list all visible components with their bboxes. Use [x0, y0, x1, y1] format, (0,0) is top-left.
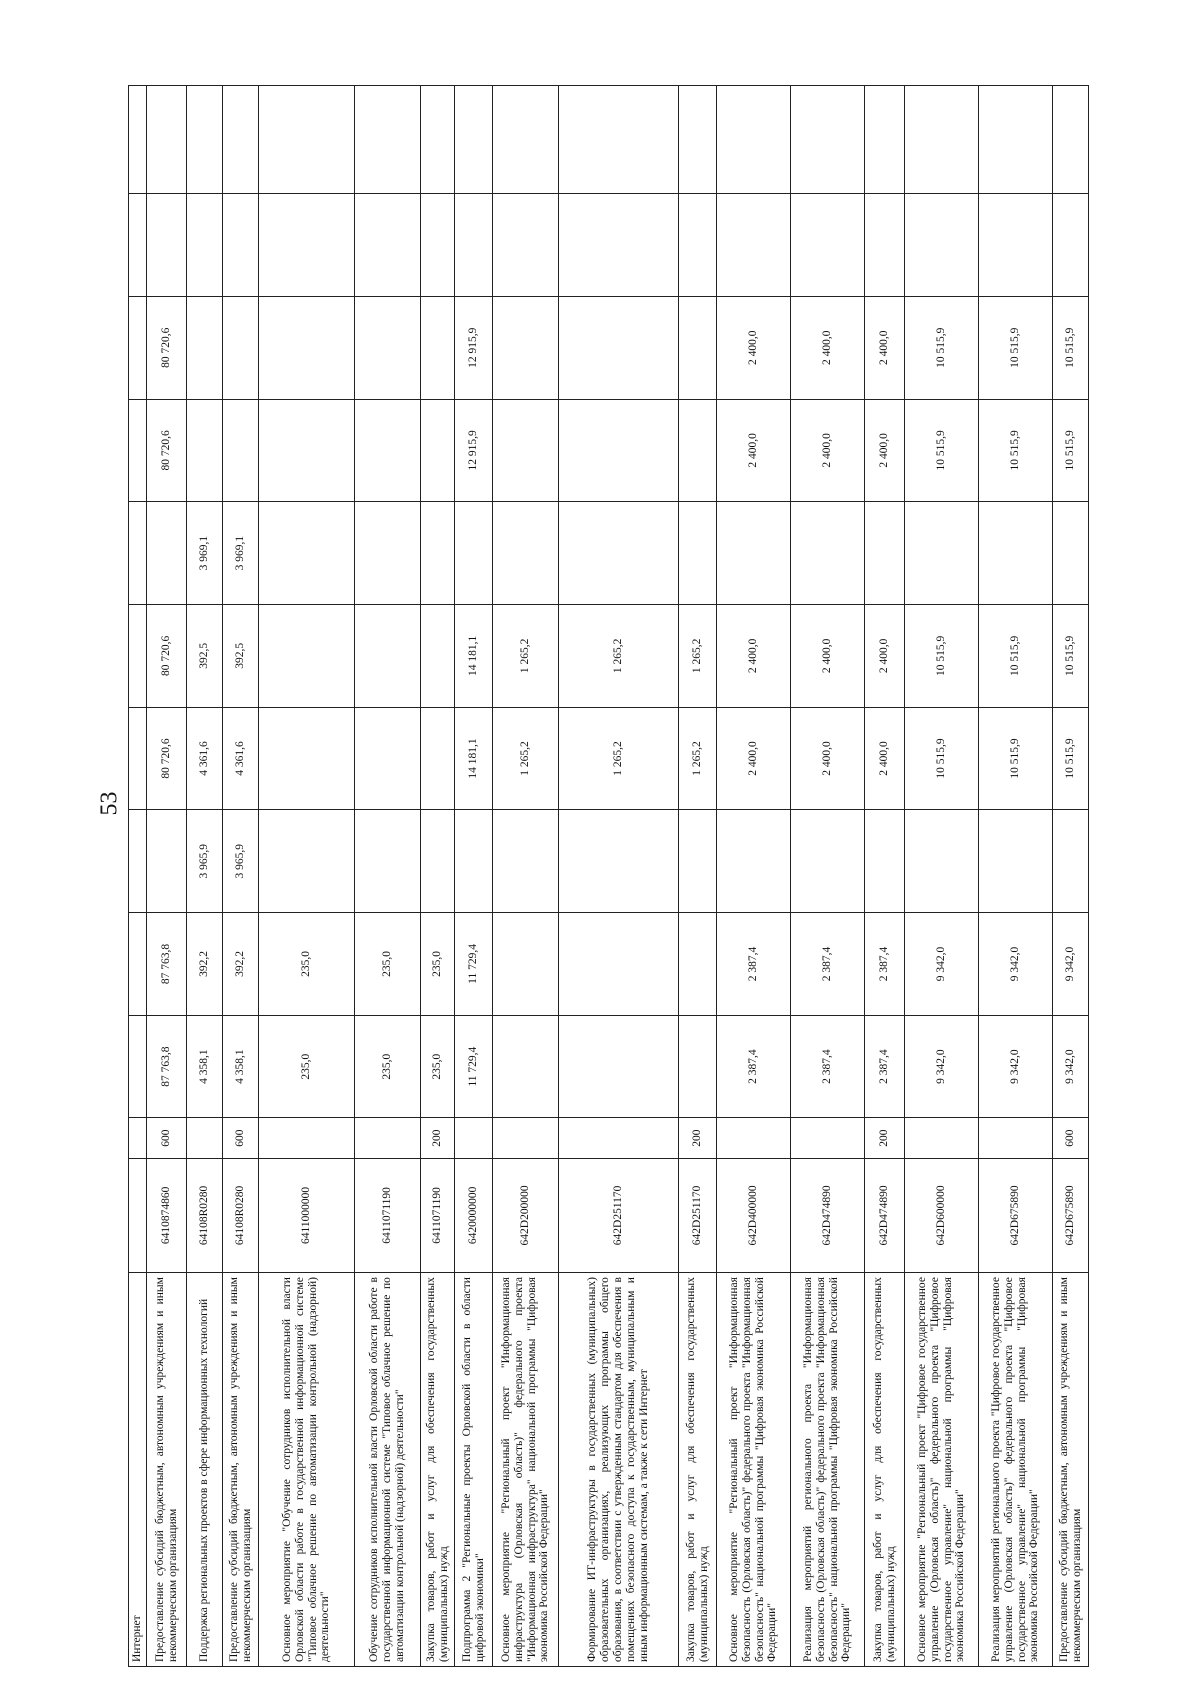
row-value: [147, 810, 187, 913]
row-value: 10 515,9: [979, 296, 1053, 399]
row-name: Закупка товаров, работ и услуг для обеспечения государственных (муниципальных) нужд: [679, 1273, 717, 1667]
row-value: 4 361,6: [223, 707, 259, 810]
row-code: 64108R0280: [223, 1158, 259, 1272]
row-value: [559, 399, 679, 502]
row-value: [979, 502, 1053, 605]
row-value: 10 515,9: [1053, 604, 1089, 707]
row-value: [717, 86, 791, 194]
row-value: [421, 86, 455, 194]
row-value: 4 358,1: [187, 1015, 223, 1118]
table-row: [147, 86, 187, 1667]
table-row: [355, 86, 421, 1667]
row-value: [493, 194, 559, 297]
row-code: 642D675890: [979, 1158, 1053, 1272]
row-value: [679, 296, 717, 399]
row-value: [421, 296, 455, 399]
row-value: 10 515,9: [905, 604, 979, 707]
row-value: 9 342,0: [979, 913, 1053, 1016]
row-value: [129, 913, 147, 1016]
table-row: [187, 86, 223, 1667]
row-name: Подпрограмма 2 "Региональные проекты Орловской области в области цифровой экономики": [455, 1273, 493, 1667]
table-row: [865, 86, 905, 1667]
row-value: 2 400,0: [791, 296, 865, 399]
table-row: [791, 86, 865, 1667]
row-name: Предоставление субсидий бюджетным, автономным учреждениям и иным некоммерческим организациям: [223, 1273, 259, 1667]
row-value: 2 387,4: [717, 913, 791, 1016]
row-value: 4 358,1: [223, 1015, 259, 1118]
row-value: 10 515,9: [905, 707, 979, 810]
row-value: [493, 810, 559, 913]
row-value: [129, 707, 147, 810]
row-value: [679, 86, 717, 194]
row-value: 87 763,8: [147, 1015, 187, 1118]
row-value: [717, 502, 791, 605]
row-kvr: [717, 1118, 791, 1158]
row-value: 10 515,9: [1053, 399, 1089, 502]
rotated-table-wrapper: [128, 85, 1083, 1667]
row-kvr: [129, 1118, 147, 1158]
row-code: 6411000000: [259, 1158, 355, 1272]
row-value: [129, 399, 147, 502]
row-value: [559, 194, 679, 297]
row-value: 2 387,4: [865, 913, 905, 1016]
row-value: 2 387,4: [717, 1015, 791, 1118]
row-value: [355, 604, 421, 707]
row-name: Основное мероприятие "Региональный проект "Информационная инфраструктура (Орловская область)" федерального проекта "Информационная инфраструктура" национальной программы "Цифровая экономика Российской Федерации": [493, 1273, 559, 1667]
row-value: 1 265,2: [559, 707, 679, 810]
row-value: [421, 194, 455, 297]
row-value: [129, 296, 147, 399]
row-value: [559, 502, 679, 605]
row-value: 9 342,0: [1053, 1015, 1089, 1118]
row-value: 10 515,9: [979, 604, 1053, 707]
row-value: 11 729,4: [455, 913, 493, 1016]
table-row: [223, 86, 259, 1667]
row-value: [559, 913, 679, 1016]
row-kvr: 200: [865, 1118, 905, 1158]
row-value: 2 400,0: [717, 707, 791, 810]
row-value: [679, 1015, 717, 1118]
row-name: Предоставление субсидий бюджетным, автономным учреждениям и иным некоммерческим организациям: [147, 1273, 187, 1667]
row-value: 10 515,9: [1053, 707, 1089, 810]
table-row: [559, 86, 679, 1667]
row-value: [865, 194, 905, 297]
row-value: [717, 194, 791, 297]
row-name: Закупка товаров, работ и услуг для обеспечения государственных (муниципальных) нужд: [865, 1273, 905, 1667]
row-value: [493, 296, 559, 399]
row-code: 642D251170: [679, 1158, 717, 1272]
row-code: 6411071190: [355, 1158, 421, 1272]
row-value: [421, 399, 455, 502]
row-value: [1053, 86, 1089, 194]
row-value: 3 969,1: [223, 502, 259, 605]
table-body: [129, 86, 1089, 1667]
row-value: [223, 399, 259, 502]
row-value: 2 400,0: [865, 604, 905, 707]
row-value: 2 400,0: [717, 604, 791, 707]
row-code: 6410874860: [147, 1158, 187, 1272]
row-value: [791, 810, 865, 913]
row-kvr: [979, 1118, 1053, 1158]
row-code: 642D474890: [791, 1158, 865, 1272]
row-value: 3 965,9: [223, 810, 259, 913]
row-value: [493, 86, 559, 194]
row-value: [259, 810, 355, 913]
row-value: [455, 86, 493, 194]
row-name: Основное мероприятие "Обучение сотрудников исполнительной власти Орловской области работе в государственной информационной системе "Типовое облачное решение по автоматизации контрольной (надзорной) деятельности": [259, 1273, 355, 1667]
row-value: [355, 86, 421, 194]
row-value: 3 969,1: [187, 502, 223, 605]
budget-table: [128, 85, 1089, 1667]
row-value: 80 720,6: [147, 399, 187, 502]
row-value: 80 720,6: [147, 707, 187, 810]
row-value: 2 400,0: [717, 399, 791, 502]
row-value: [421, 810, 455, 913]
row-kvr: 200: [421, 1118, 455, 1158]
row-value: 392,2: [223, 913, 259, 1016]
row-value: [259, 502, 355, 605]
row-value: [493, 502, 559, 605]
table-row: [421, 86, 455, 1667]
row-code: [129, 1158, 147, 1272]
row-name: Формирование ИТ-инфраструктуры в государственных (муниципальных) образовательных организациях, реализующих программы общего образования, в соответствии с утвержденным стандартом для обеспечения в помещениях безопасного доступа к государственным, муниципальным и иным информационным системам, а также к сети Интернет: [559, 1273, 679, 1667]
row-value: 235,0: [355, 913, 421, 1016]
row-value: [559, 810, 679, 913]
row-value: 9 342,0: [905, 913, 979, 1016]
row-value: 10 515,9: [905, 399, 979, 502]
row-value: 2 400,0: [791, 399, 865, 502]
row-value: 12 915,9: [455, 399, 493, 502]
row-value: [187, 194, 223, 297]
row-name: Закупка товаров, работ и услуг для обеспечения государственных (муниципальных) нужд: [421, 1273, 455, 1667]
row-value: [791, 86, 865, 194]
row-kvr: [493, 1118, 559, 1158]
table-row: [679, 86, 717, 1667]
row-name: Основное мероприятие "Региональный проект "Цифровое государственное управление (Орловская область)" федерального проекта "Цифровое государственное управление" национальной программы "Цифровая экономика Российской Федерации": [905, 1273, 979, 1667]
row-value: [455, 502, 493, 605]
row-value: [979, 810, 1053, 913]
row-value: 1 265,2: [679, 604, 717, 707]
row-code: 6411071190: [421, 1158, 455, 1272]
row-value: [559, 86, 679, 194]
row-value: [679, 194, 717, 297]
row-value: 10 515,9: [1053, 296, 1089, 399]
row-value: 1 265,2: [493, 604, 559, 707]
row-name: Обучение сотрудников исполнительной власти Орловской области работе в государственной информационной системе "Типовое облачное решение по автоматизации контрольной (надзорной) деятельности": [355, 1273, 421, 1667]
row-value: [865, 502, 905, 605]
row-value: 2 387,4: [865, 1015, 905, 1118]
table-row: [493, 86, 559, 1667]
row-value: [223, 194, 259, 297]
row-value: 87 763,8: [147, 913, 187, 1016]
row-value: [355, 194, 421, 297]
table-row: [979, 86, 1053, 1667]
row-value: [979, 194, 1053, 297]
table-row: [129, 86, 147, 1667]
row-value: [259, 707, 355, 810]
row-value: 392,5: [223, 604, 259, 707]
row-kvr: [187, 1118, 223, 1158]
row-value: 10 515,9: [979, 707, 1053, 810]
row-value: [147, 194, 187, 297]
row-value: 1 265,2: [559, 604, 679, 707]
row-value: 10 515,9: [979, 399, 1053, 502]
row-value: [493, 399, 559, 502]
row-value: [679, 810, 717, 913]
row-value: [905, 810, 979, 913]
row-value: 235,0: [421, 1015, 455, 1118]
row-value: [187, 296, 223, 399]
row-value: 80 720,6: [147, 604, 187, 707]
row-value: [147, 86, 187, 194]
table-row: [259, 86, 355, 1667]
row-value: [865, 810, 905, 913]
row-name: Реализация мероприятий регионального проекта "Цифровое государственное управление (Орловская область)" федерального проекта "Цифровое государственное управление" национальной программы "Цифровая экономика Российской Федерации": [979, 1273, 1053, 1667]
row-value: 235,0: [355, 1015, 421, 1118]
row-value: 9 342,0: [905, 1015, 979, 1118]
row-value: [259, 604, 355, 707]
row-value: 392,2: [187, 913, 223, 1016]
row-value: [421, 707, 455, 810]
row-value: [717, 810, 791, 913]
row-value: [259, 194, 355, 297]
row-code: 642D251170: [559, 1158, 679, 1272]
row-value: [493, 1015, 559, 1118]
row-value: [1053, 194, 1089, 297]
row-value: 235,0: [259, 1015, 355, 1118]
row-value: [791, 502, 865, 605]
row-value: [559, 296, 679, 399]
row-value: 2 400,0: [791, 707, 865, 810]
row-code: 6420000000: [455, 1158, 493, 1272]
row-name: Интернет: [129, 1273, 147, 1667]
row-value: 9 342,0: [979, 1015, 1053, 1118]
row-kvr: [355, 1118, 421, 1158]
row-kvr: [791, 1118, 865, 1158]
row-value: [129, 86, 147, 194]
row-value: 1 265,2: [493, 707, 559, 810]
row-value: [259, 86, 355, 194]
row-code: 642D600000: [905, 1158, 979, 1272]
row-value: [355, 810, 421, 913]
row-value: [355, 502, 421, 605]
row-kvr: [455, 1118, 493, 1158]
row-value: [147, 502, 187, 605]
row-value: [979, 86, 1053, 194]
row-name: Реализация мероприятий регионального проекта "Информационная безопасность (Орловская область)" федерального проекта "Информационная безопасность" национальной программы "Цифровая экономика Российской Федерации": [791, 1273, 865, 1667]
row-value: [223, 296, 259, 399]
row-kvr: 200: [679, 1118, 717, 1158]
row-value: [865, 86, 905, 194]
row-value: 2 387,4: [791, 1015, 865, 1118]
row-value: [1053, 502, 1089, 605]
row-value: 14 181,1: [455, 707, 493, 810]
row-value: [455, 194, 493, 297]
row-value: 392,5: [187, 604, 223, 707]
row-value: [187, 86, 223, 194]
row-kvr: [259, 1118, 355, 1158]
row-name: Поддержка региональных проектов в сфере информационных технологий: [187, 1273, 223, 1667]
row-kvr: 600: [1053, 1118, 1089, 1158]
row-value: [421, 604, 455, 707]
row-value: [129, 194, 147, 297]
row-value: 2 387,4: [791, 913, 865, 1016]
row-value: 11 729,4: [455, 1015, 493, 1118]
table-row: [455, 86, 493, 1667]
row-value: [355, 707, 421, 810]
row-value: [259, 296, 355, 399]
row-value: 2 400,0: [865, 296, 905, 399]
row-value: 10 515,9: [905, 296, 979, 399]
row-value: [223, 86, 259, 194]
page-number: 53: [96, 791, 123, 816]
row-code: 642D200000: [493, 1158, 559, 1272]
row-value: 3 965,9: [187, 810, 223, 913]
row-value: [905, 502, 979, 605]
row-value: [129, 502, 147, 605]
row-value: 2 400,0: [865, 707, 905, 810]
table-row: [905, 86, 979, 1667]
row-value: [679, 399, 717, 502]
row-value: [493, 913, 559, 1016]
row-value: [905, 86, 979, 194]
row-value: 235,0: [421, 913, 455, 1016]
table-row: [717, 86, 791, 1667]
row-value: [679, 502, 717, 605]
row-code: 642D675890: [1053, 1158, 1089, 1272]
row-value: 235,0: [259, 913, 355, 1016]
row-value: [355, 399, 421, 502]
row-value: 4 361,6: [187, 707, 223, 810]
row-kvr: [559, 1118, 679, 1158]
row-name: Основное мероприятие "Региональный проект "Информационная безопасность (Орловская область)" федерального проекта "Информационная безопасность" национальной программы "Цифровая экономика Российской Федерации": [717, 1273, 791, 1667]
table-row: [1053, 86, 1089, 1667]
row-kvr: 600: [223, 1118, 259, 1158]
row-value: [259, 399, 355, 502]
row-value: [129, 604, 147, 707]
row-value: 80 720,6: [147, 296, 187, 399]
row-value: [421, 502, 455, 605]
table-frame: [128, 85, 1083, 1667]
row-name: Предоставление субсидий бюджетным, автономным учреждениям и иным некоммерческим организациям: [1053, 1273, 1089, 1667]
row-value: 2 400,0: [791, 604, 865, 707]
row-value: [1053, 810, 1089, 913]
row-value: [129, 810, 147, 913]
row-value: [559, 1015, 679, 1118]
row-kvr: 600: [147, 1118, 187, 1158]
row-value: [187, 399, 223, 502]
row-value: [129, 1015, 147, 1118]
row-code: 642D474890: [865, 1158, 905, 1272]
row-value: [905, 194, 979, 297]
row-value: 12 915,9: [455, 296, 493, 399]
row-value: [455, 810, 493, 913]
row-code: 642D400000: [717, 1158, 791, 1272]
row-value: 1 265,2: [679, 707, 717, 810]
row-code: 64108R0280: [187, 1158, 223, 1272]
row-kvr: [905, 1118, 979, 1158]
row-value: 9 342,0: [1053, 913, 1089, 1016]
row-value: [791, 194, 865, 297]
row-value: 2 400,0: [717, 296, 791, 399]
row-value: [355, 296, 421, 399]
row-value: [679, 913, 717, 1016]
row-value: 14 181,1: [455, 604, 493, 707]
row-value: 2 400,0: [865, 399, 905, 502]
